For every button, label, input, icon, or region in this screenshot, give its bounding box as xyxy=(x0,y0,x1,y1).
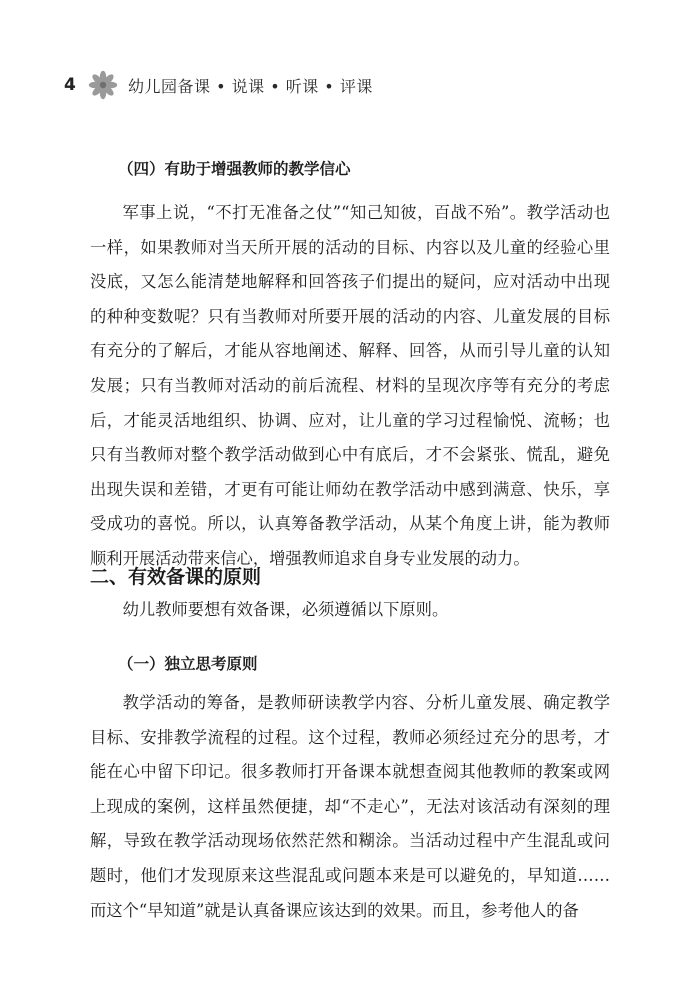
flower-ornament-icon xyxy=(88,70,118,100)
running-title: 幼儿园备课 • 说课 • 听课 • 评课 xyxy=(128,76,373,96)
subsection-heading-1: （一）独立思考原则 xyxy=(118,655,258,673)
page-number: 4 xyxy=(64,75,76,95)
running-header xyxy=(64,72,373,98)
section-intro-paragraph: 幼儿教师要想有效备课，必须遵循以下原则。 xyxy=(122,600,449,619)
subsection-heading-4: （四）有助于增强教师的教学信心 xyxy=(118,160,351,178)
body-paragraph-independent-thinking: 教学活动的筹备，是教师研读教学内容、分析儿童发展、确定教学目标、安排教学流程的过程。这个过程，教师必须经过充分的思考，才能在心中留下印记。很多教师打开备课本就想查阅其他教师的教案或网上现成的案例，这样虽然便捷，却“不走心”，无法对该活动有深刻的理解，导致在教学活动现场依然茫然和糊涂。当活动过程中产生混乱或问题时，他们才发现原来这些混乱或问题本来是可以避免的，早知道……而这个“早知道”就是认真备课应该达到的效果。而且，参考他人的备 xyxy=(90,693,610,920)
section-heading-2: 二、有效备课的原则 xyxy=(90,566,262,588)
body-paragraph-confidence: 军事上说，“不打无准备之仗”“知己知彼，百战不殆”。教学活动也一样，如果教师对当天所开展的活动的目标、内容以及儿童的经验心里没底，又怎么能清楚地解释和回答孩子们提出的疑问，应对活动中出现的种种变数呢？只有当教师对所要开展的活动的内容、儿童发展的目标有充分的了解后，才能从容地阐述、解释、回答，从而引导儿童的认知发展；只有当教师对活动的前后流程、材料的呈现次序等有充分的考虑后，才能灵活地组织、协调、应对，让儿童的学习过程愉悦、流畅；也只有当教师对整个教学活动做到心中有底后，才不会紧张、慌乱，避免出现失误和差错，才更有可能让师幼在教学活动中感到满意、快乐，享受成功的喜悦。所以，认真筹备教学活动，从某个角度上讲，能为教师顺利开展活动带来信心，增强教师追求自身专业发展的动力。 xyxy=(90,203,610,568)
